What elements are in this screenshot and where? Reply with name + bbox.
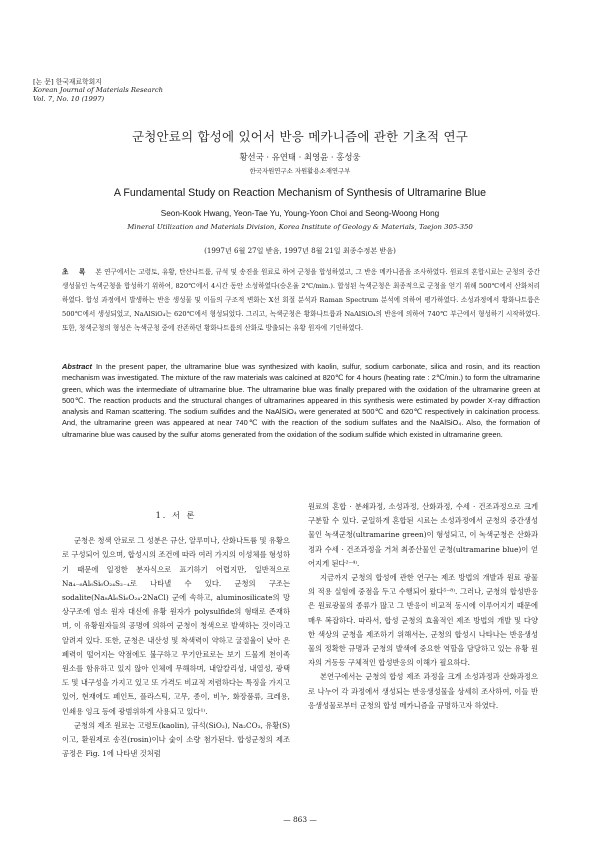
institution-korean: 한국자원연구소 자원활용소재연구부 xyxy=(249,167,351,175)
title-english: A Fundamental Study on Reaction Mechanism of Synthesis of Ultramarine Blue xyxy=(113,187,487,199)
title-korean: 군청안료의 합성에 있어서 반응 메카니즘에 관한 기초적 연구 xyxy=(131,129,469,144)
institution-english: Mineral Utilization and Materials Division, Korea Institute of Geology & Materials, Taejon 305-350 xyxy=(127,223,473,231)
abstract-korean xyxy=(62,265,540,335)
body-paragraph: 군청은 청색 안료로 그 성분은 규산, 알루미나, 산화나트륨 및 유황으로 구성되어 있으며, 합성시의 조건에 따라 여러 가지의 이성체를 형성하기 때문에 일정한 분자식으로 표기하기 어렵지만, 일반적으로 Na₄₋₆Al₆Si₆O₂₄S₂₋₄로 나타낼 수 있다. 군청의 구조는 sodalite(Na₈Al₆Si₆O₂₄·2NaCl) 군에 속하고, aluminosilicate의 망상구조에 염소 원자 대신에 유황 원자가 polysulfide의 형태로 존재하며, 이 유황원자들의 공명에 의하여 군청이 청색으로 발색하는 것이라고 알려져 있다. 또한, 군청은 내산성 및 착색력이 약하고 굴절율이 낮아 은폐력이 떨어지는 약점에도 불구하고 무기안료로는 보기 드물게 천이족 원소를 함유하고 있지 않아 인체에 무해하며, 내알칼리성, 내열성, 광택도 및 내구성을 가지고 있고 또 가격도 비교적 저렴하다는 특징을 가지고 있어, 현재에도 페인트, 플라스틱, 고무, 종이, 비누, 화장품류, 크레용, 인쇄용 잉크 등에 광범위하게 사용되고 있다¹⁾. xyxy=(62,536,290,716)
received-dates: (1997년 6월 27일 받음, 1997년 8월 21일 최종수정본 받음) xyxy=(204,246,396,255)
abstract-english xyxy=(62,361,540,440)
body-left-column xyxy=(62,500,290,761)
body-paragraph: 군청의 제조 원료는 고령토(kaolin), 규석(SiO₂), Na₂CO₃, 유황(S)이고, 환원제로 송진(rosin)이나 숯이 소량 첨가된다. 합성군청의 제조공정은 Fig. 1에 나타낸 것처럼 xyxy=(62,720,290,759)
journal-name-en: Korean Journal of Materials Research xyxy=(33,86,164,95)
abstract-korean-text: 본 연구에서는 고령토, 유황, 탄산나트륨, 규석 및 송진을 원료로 하여 군청을 합성하였고, 그 반응 메카니즘을 조사하였다. 원료의 혼합시료는 군청의 중간 생성물인 녹색군청을 합성하기 위하여, 820℃에서 4시간 동안 소성하였다(승온율 2℃/min.). 합성된 녹색군청은 최종적으로 군청을 얻기 위해 500℃에서 산화처리하였다. 합성 과정에서 발생하는 반응 생성물 및 이들의 구조적 변화는 X선 회절 분석과 Raman Spectrum 분석에 의하여 평가하였다. 소성과정에서 황화나트륨은 500℃에서 생성되었고, NaAlSiO₄는 620℃에서 형성되었다. 그리고, 녹색군청은 황화나트륨과 NaAlSiO₄의 반응에 의하여 740℃ 부근에서 형성하기 시작하였다. 또한, 청색군청의 형성은 녹색군청 중에 잔존하던 황화나트륨의 산화로 방출되는 유황 원자에 기인하였다. xyxy=(62,268,540,332)
abstract-korean-label: 초 록 xyxy=(62,268,90,276)
journal-volume: Vol. 7, No. 10 (1997) xyxy=(33,94,105,103)
journal-label: [논 문] 한국재료학회지 xyxy=(33,78,102,86)
body-paragraph: 본연구에서는 군청의 합성 제조 과정을 크게 소성과정과 산화과정으로 나누어 각 과정에서 생성되는 반응생성물을 상세히 조사하여, 이들 반응생성물로부터 군청의 합성 메카니즘을 규명하고자 하였다. xyxy=(308,672,538,710)
abstract-english-text: In the present paper, the ultramarine blue was synthesized with kaolin, sulfur, sodium carbonate, silica and rosin, and its reaction mechanism was investigated. The mixture of the raw materials was calcined at 820℃ for 4 hours (heating rate : 2℃/min.) to form the ultramarine green, which was the intermediate of ultramarine blue. The ultramarine blue was finally prepared with the oxidation of the ultramarine green at 500℃. The reaction products and the structural changes of ultramarines appeared in this synthesis were estimated by powder X-ray diffraction analysis and Raman scattering. The sodium sulfides and the NaAlSiO₄ were generated at 500℃ and 620℃ respectively in calcination process. And, the ultramarine green was appeared at near 740℃ with the reaction of the sodium sulfates and the NaAlSiO₄. Also, the formation of ultramarine blue was caused by the sulfur atoms generated from the oxidation of the sodium sulfide which existed in ultramarine green. xyxy=(62,362,540,439)
journal-header xyxy=(33,78,253,103)
authors-english: Seon-Kook Hwang, Yeon-Tae Yu, Young-Yoon Choi and Seong-Woong Hong xyxy=(160,209,440,218)
authors-korean: 황선국 · 유연태 · 최영윤 · 홍성웅 xyxy=(239,152,361,162)
body-paragraph: 지금까지 군청의 합성에 관한 연구는 제조 방법의 개발과 원료 광물의 적용 실험에 중점을 두고 수행되어 왔다⁵⁻⁸⁾. 그러나, 군청의 합성반응은 원료광물의 종류가 많고 그 반응이 비교적 동시에 이루어지기 때문에 매우 복잡하다. 따라서, 합성 군청의 효율적인 제조 방법의 개발 및 다양한 색상의 군청을 제조하기 위해서는, 군청의 합성시 나타나는 반응생성물의 정확한 규명과 군청의 발색에 중요한 역할을 담당하고 있는 유황 원자의 거동등 구체적인 합성반응의 이해가 필요하다. xyxy=(308,573,538,668)
abstract-english-label: Abstract xyxy=(62,362,92,371)
section-heading-introduction: 1. 서 론 xyxy=(155,510,197,520)
body-right-column xyxy=(308,500,538,713)
body-paragraph: 원료의 혼합 · 분쇄과정, 소성과정, 산화과정, 수세 · 건조과정으로 크게 구분할 수 있다. 균일하게 혼합된 시료는 소성과정에서 군청의 중간생성물인 녹색군청(ultramarine green)이 형성되고, 이 녹색군청은 산화과정과 수세 · 건조과정을 거쳐 최종산물인 군청(ultramarine blue)이 얻어지게 된다²⁻⁴⁾. xyxy=(308,502,538,568)
page-number: — 863 — xyxy=(283,815,317,824)
